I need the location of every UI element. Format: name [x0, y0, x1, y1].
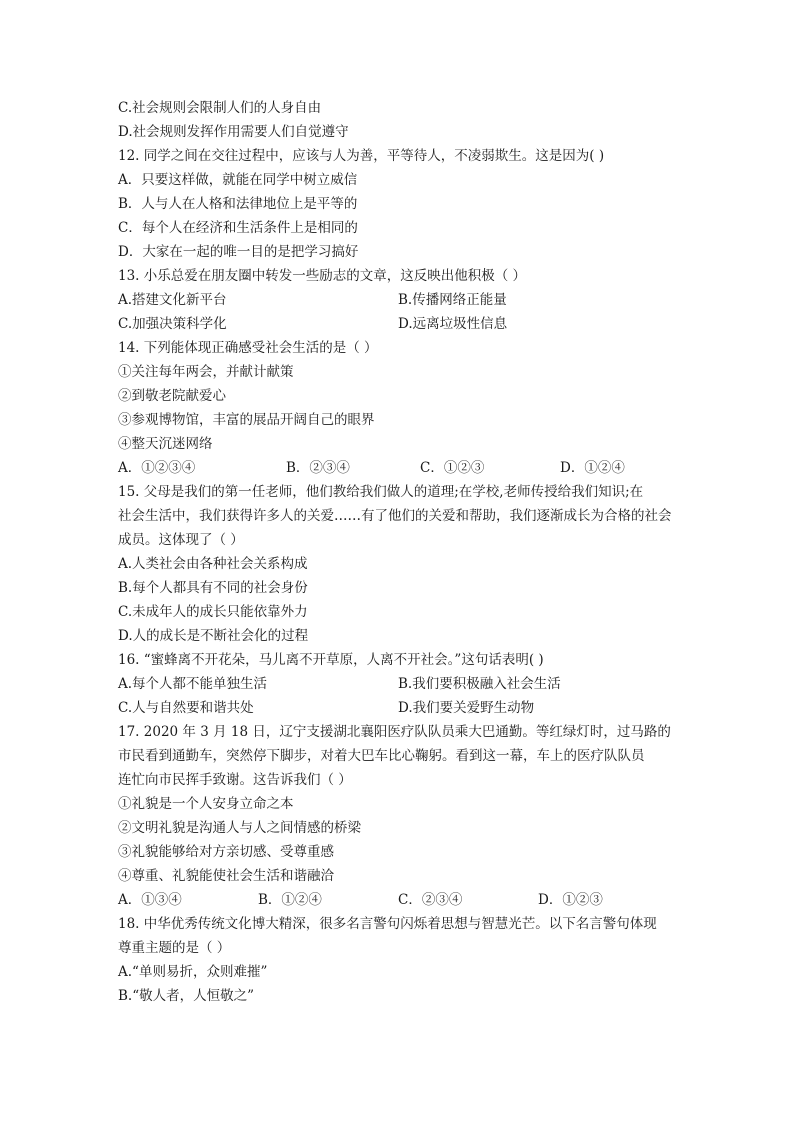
q14-item-4: ④整天沉迷网络: [118, 436, 213, 452]
q17-item-1: ①礼貌是一个人安身立命之本: [118, 796, 294, 812]
q18-option-a: A.“单则易折，众则难摧”: [118, 964, 268, 980]
q17-option-b: B．①②④: [258, 892, 322, 908]
q11-option-c: C.社会规则会限制人们的人身自由: [118, 100, 322, 116]
q14-item-3: ③参观博物馆，丰富的展品开阔自己的眼界: [118, 412, 375, 428]
q17-stem-line-1: 17. 2020 年 3 月 18 日，辽宁支援湖北襄阳医疗队队员乘大巴通勤。等红绿灯时，过马路的: [118, 724, 671, 740]
q14-stem: 14. 下列能体现正确感受社会生活的是（ ）: [118, 340, 378, 356]
q12-option-c: C．每个人在经济和生活条件上是相同的: [118, 220, 358, 236]
q17-item-2: ②文明礼貌是沟通人与人之间情感的桥梁: [118, 820, 361, 836]
q13-option-b: B.传播网络正能量: [398, 292, 507, 308]
q14-option-d: D．①②④: [560, 460, 625, 476]
q17-item-4: ④尊重、礼貌能使社会生活和谐融洽: [118, 868, 334, 884]
q14-item-1: ①关注每年两会，并献计献策: [118, 364, 294, 380]
q12-option-b: B．人与人在人格和法律地位上是平等的: [118, 196, 358, 212]
q14-option-a: A．①②③④: [118, 460, 196, 476]
q13-option-c: C.加强决策科学化: [118, 316, 227, 332]
q14-option-c: C．①②③: [420, 460, 485, 476]
q15-stem-line-3: 成员。这体现了（ ）: [118, 532, 244, 548]
q11-option-d: D.社会规则发挥作用需要人们自觉遵守: [118, 124, 349, 140]
q16-stem: 16. “蜜蜂离不开花朵，马儿离不开草原，人离不开社会。”这句话表明( ): [118, 652, 544, 668]
q17-item-3: ③礼貌能够给对方亲切感、受尊重感: [118, 844, 334, 860]
q17-stem-line-2: 市民看到通勤车，突然停下脚步，对着大巴车比心鞠躬。看到这一幕，车上的医疗队队员: [118, 748, 645, 764]
q16-option-d: D.我们要关爱野生动物: [398, 700, 535, 716]
q17-option-c: C．②③④: [398, 892, 463, 908]
q15-option-b: B.每个人都具有不同的社会身份: [118, 580, 308, 596]
q15-stem-line-1: 15. 父母是我们的第一任老师，他们教给我们做人的道理;在学校,老师传授给我们知识;在: [118, 484, 644, 500]
q12-option-d: D．大家在一起的唯一目的是把学习搞好: [118, 244, 359, 260]
q13-stem: 13. 小乐总爱在朋友圈中转发一些励志的文章，这反映出他积极（ ）: [118, 268, 527, 284]
q14-item-2: ②到敬老院献爱心: [118, 388, 226, 404]
q15-option-d: D.人的成长是不断社会化的过程: [118, 628, 309, 644]
q18-stem-line-1: 18. 中华优秀传统文化博大精深，很多名言警句闪烁着思想与智慧光芒。以下名言警句体现: [118, 916, 657, 932]
q18-option-b: B.“敬人者，人恒敬之”: [118, 988, 255, 1004]
q17-option-d: D．①②③: [538, 892, 603, 908]
q12-option-a: A．只要这样做，就能在同学中树立威信: [118, 172, 358, 188]
q18-stem-line-2: 尊重主题的是（ ）: [118, 940, 231, 956]
q14-option-b: B．②③④: [286, 460, 350, 476]
q15-option-a: A.人类社会由各种社会关系构成: [118, 556, 308, 572]
q13-option-d: D.远离垃圾性信息: [398, 316, 508, 332]
q13-option-a: A.搭建文化新平台: [118, 292, 227, 308]
q16-option-b: B.我们要积极融入社会生活: [398, 676, 561, 692]
q17-stem-line-3: 连忙向市民挥手致谢。这告诉我们（ ）: [118, 772, 352, 788]
q17-option-a: A．①③④: [118, 892, 182, 908]
q16-option-a: A.每个人都不能单独生活: [118, 676, 268, 692]
q16-option-c: C.人与自然要和谐共处: [118, 700, 254, 716]
q12-stem: 12. 同学之间在交往过程中，应该与人为善，平等待人，不凌弱欺生。这是因为( ): [118, 148, 605, 164]
q15-stem-line-2: 社会生活中，我们获得许多人的关爱……有了他们的关爱和帮助，我们逐渐成长为合格的社会: [118, 508, 672, 524]
q15-option-c: C.未成年人的成长只能依靠外力: [118, 604, 308, 620]
